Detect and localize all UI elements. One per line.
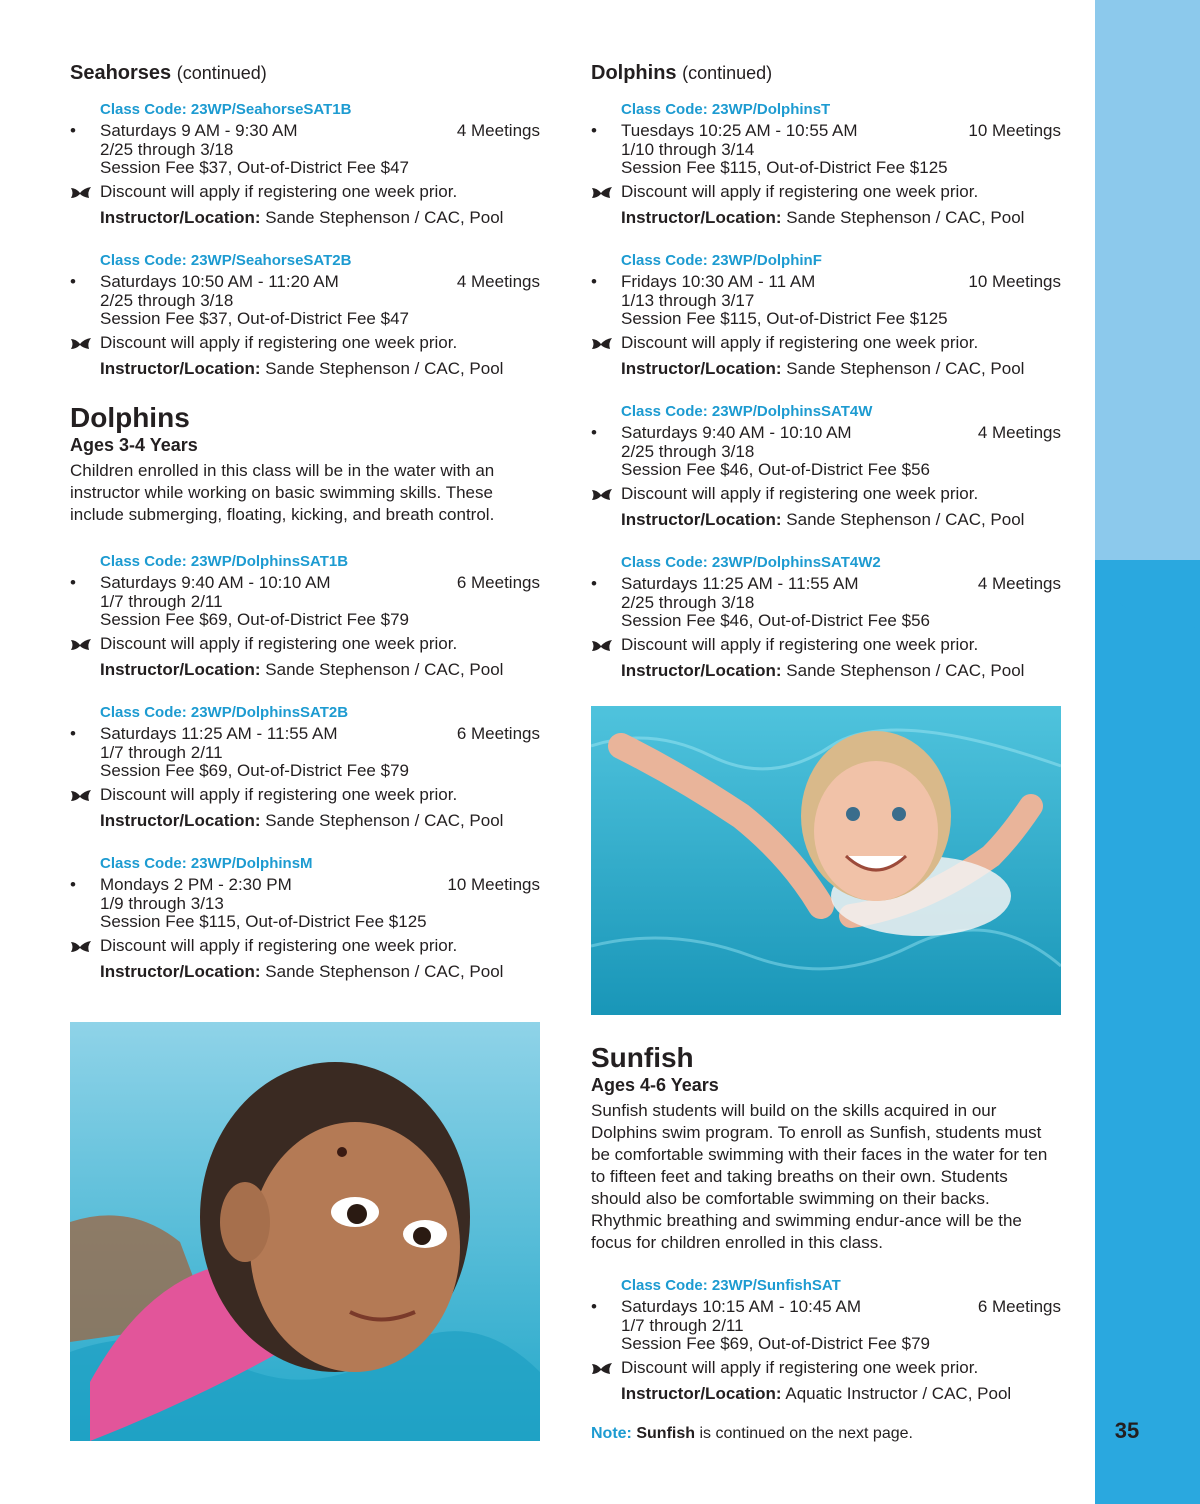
left-column <box>70 60 540 1005</box>
class-code: Class Code: 23WP/DolphinsSAT2B <box>100 704 349 721</box>
class-entry <box>70 552 540 681</box>
continued-heading <box>70 60 540 86</box>
class-fee: Session Fee $46, Out-of-District Fee $56 <box>621 611 930 630</box>
class-code: Class Code: 23WP/SeahorseSAT1B <box>100 101 352 118</box>
note-text: is continued on the next page. <box>699 1425 913 1442</box>
fish-tail-icon <box>70 940 92 954</box>
class-entry <box>70 251 540 380</box>
class-time: Saturdays 11:25 AM - 11:55 AM <box>621 574 859 593</box>
class-meetings: 4 Meetings <box>977 574 1061 593</box>
class-discount <box>100 332 540 354</box>
class-code: Class Code: 23WP/DolphinsT <box>621 101 831 118</box>
instructor-label: Instructor/Location: <box>621 661 782 680</box>
continued-heading-suffix: (continued) <box>176 63 267 83</box>
class-discount <box>621 634 1061 656</box>
class-code: Class Code: 23WP/SeahorseSAT2B <box>100 252 352 269</box>
class-dates: 1/7 through 2/11 <box>100 592 223 611</box>
discount-text: Discount will apply if registering one week prior. <box>621 333 979 352</box>
class-meetings: 4 Meetings <box>456 272 540 291</box>
fish-tail-icon <box>591 186 613 200</box>
side-color-band <box>1095 0 1200 1504</box>
fish-tail-icon <box>70 638 92 652</box>
bullet-dot: • <box>70 724 76 743</box>
page-number: 35 <box>1114 1418 1140 1443</box>
class-code: Class Code: 23WP/SunfishSAT <box>621 1277 841 1294</box>
class-entry <box>70 100 540 229</box>
class-code: Class Code: 23WP/DolphinsSAT1B <box>100 553 349 570</box>
class-schedule-row <box>70 572 540 593</box>
class-meetings: 6 Meetings <box>456 573 540 592</box>
class-fee: Session Fee $46, Out-of-District Fee $56 <box>621 460 930 479</box>
right-column <box>591 60 1061 704</box>
section-title-dolphins: Dolphins <box>70 402 190 433</box>
class-fee: Session Fee $115, Out-of-District Fee $125 <box>100 912 427 931</box>
class-dates: 2/25 through 3/18 <box>100 291 234 310</box>
instructor-value: Sande Stephenson / CAC, Pool <box>265 962 504 981</box>
discount-text: Discount will apply if registering one week prior. <box>621 182 979 201</box>
fish-tail-icon <box>591 337 613 351</box>
class-schedule-row <box>70 271 540 292</box>
section-title-sunfish: Sunfish <box>591 1042 694 1073</box>
bullet-dot: • <box>70 573 76 592</box>
class-instructor <box>100 358 540 380</box>
discount-text: Discount will apply if registering one week prior. <box>100 182 458 201</box>
class-time: Saturdays 11:25 AM - 11:55 AM <box>100 724 338 743</box>
class-code: Class Code: 23WP/DolphinsSAT4W <box>621 403 873 420</box>
fish-tail-icon <box>591 488 613 502</box>
class-time: Mondays 2 PM - 2:30 PM <box>100 875 292 894</box>
class-code: Class Code: 23WP/DolphinF <box>621 252 822 269</box>
class-instructor <box>621 358 1061 380</box>
class-list-sunfish <box>591 1276 1061 1405</box>
class-discount <box>621 181 1061 203</box>
discount-text: Discount will apply if registering one week prior. <box>621 1358 979 1377</box>
class-schedule-row <box>70 120 540 141</box>
bullet-dot: • <box>70 272 76 291</box>
class-dates: 1/10 through 3/14 <box>621 140 755 159</box>
class-dates: 1/9 through 3/13 <box>100 894 224 913</box>
class-code: Class Code: 23WP/DolphinsM <box>100 855 313 872</box>
fish-tail-icon <box>70 337 92 351</box>
note-bold: Sunfish <box>636 1425 696 1442</box>
bullet-dot: • <box>70 121 76 140</box>
fish-tail-icon <box>70 789 92 803</box>
class-schedule-row <box>591 120 1061 141</box>
discount-text: Discount will apply if registering one week prior. <box>100 785 458 804</box>
photo-child-swimming-left <box>70 1022 540 1441</box>
class-time: Fridays 10:30 AM - 11 AM <box>621 272 816 291</box>
sunfish-section <box>591 1038 1061 1427</box>
class-instructor <box>100 810 540 832</box>
class-schedule-row <box>591 573 1061 594</box>
continued-heading-name: Dolphins <box>591 62 677 84</box>
class-schedule-row <box>591 271 1061 292</box>
class-schedule-row <box>591 1296 1061 1317</box>
class-fee: Session Fee $69, Out-of-District Fee $79 <box>100 761 409 780</box>
class-fee: Session Fee $37, Out-of-District Fee $47 <box>100 309 409 328</box>
class-time: Saturdays 10:50 AM - 11:20 AM <box>100 272 339 291</box>
class-code: Class Code: 23WP/DolphinsSAT4W2 <box>621 554 881 571</box>
class-time: Tuesdays 10:25 AM - 10:55 AM <box>621 121 858 140</box>
continued-heading-suffix: (continued) <box>682 63 773 83</box>
instructor-value: Sande Stephenson / CAC, Pool <box>265 660 504 679</box>
class-dates: 1/7 through 2/11 <box>100 743 223 762</box>
class-fee: Session Fee $37, Out-of-District Fee $47 <box>100 158 409 177</box>
class-meetings: 6 Meetings <box>977 1297 1061 1316</box>
class-instructor <box>621 660 1061 682</box>
class-dates: 1/7 through 2/11 <box>621 1316 744 1335</box>
class-instructor <box>100 961 540 983</box>
class-discount <box>621 1357 1061 1379</box>
class-list-dolphins-continued <box>591 100 1061 682</box>
bullet-dot: • <box>70 875 76 894</box>
section-ages-sunfish: Ages 4-6 Years <box>591 1075 719 1095</box>
class-meetings: 4 Meetings <box>977 423 1061 442</box>
bullet-dot: • <box>591 272 597 291</box>
class-fee: Session Fee $115, Out-of-District Fee $125 <box>621 158 948 177</box>
discount-text: Discount will apply if registering one week prior. <box>100 333 458 352</box>
instructor-value: Sande Stephenson / CAC, Pool <box>265 811 504 830</box>
note-label: Note: <box>591 1425 632 1442</box>
class-dates: 2/25 through 3/18 <box>621 442 755 461</box>
instructor-label: Instructor/Location: <box>100 962 261 981</box>
class-discount <box>100 784 540 806</box>
class-discount <box>100 935 540 957</box>
class-entry <box>591 402 1061 531</box>
instructor-value: Aquatic Instructor / CAC, Pool <box>785 1384 1012 1403</box>
bullet-dot: • <box>591 574 597 593</box>
class-meetings: 6 Meetings <box>456 724 540 743</box>
class-instructor <box>100 207 540 229</box>
class-time: Saturdays 9 AM - 9:30 AM <box>100 121 298 140</box>
class-meetings: 10 Meetings <box>447 875 540 894</box>
instructor-value: Sande Stephenson / CAC, Pool <box>265 208 504 227</box>
class-dates: 2/25 through 3/18 <box>100 140 234 159</box>
class-schedule-row <box>70 874 540 895</box>
class-discount <box>621 483 1061 505</box>
class-dates: 2/25 through 3/18 <box>621 593 755 612</box>
photo-child-swimming-right <box>591 706 1061 1015</box>
section-description-sunfish: Sunfish students will build on the skills acquired in our Dolphins swim program. To enroll as Sunfish, students must be comfortable swimming with their faces in the water for ten to fifteen feet and taking breaths on their own. Students should also be comfortable swimming on their backs. Rhythmic breathing and swimming endur-ance will be the focus for children enrolled in this class. <box>591 1101 1048 1252</box>
bullet-dot: • <box>591 121 597 140</box>
class-time: Saturdays 9:40 AM - 10:10 AM <box>621 423 852 442</box>
class-entry <box>591 553 1061 682</box>
class-meetings: 10 Meetings <box>968 121 1061 140</box>
discount-text: Discount will apply if registering one week prior. <box>621 484 979 503</box>
class-entry <box>70 854 540 983</box>
class-entry <box>591 1276 1061 1405</box>
instructor-label: Instructor/Location: <box>100 660 261 679</box>
instructor-value: Sande Stephenson / CAC, Pool <box>786 208 1025 227</box>
continued-heading <box>591 60 1061 86</box>
instructor-label: Instructor/Location: <box>100 208 261 227</box>
instructor-label: Instructor/Location: <box>621 1384 782 1403</box>
class-discount <box>100 181 540 203</box>
fish-tail-icon <box>591 639 613 653</box>
class-meetings: 4 Meetings <box>456 121 540 140</box>
class-instructor <box>100 659 540 681</box>
class-fee: Session Fee $69, Out-of-District Fee $79 <box>621 1334 930 1353</box>
section-ages-dolphins: Ages 3-4 Years <box>70 435 198 455</box>
class-schedule-row <box>591 422 1061 443</box>
instructor-label: Instructor/Location: <box>100 811 261 830</box>
instructor-value: Sande Stephenson / CAC, Pool <box>265 359 504 378</box>
instructor-value: Sande Stephenson / CAC, Pool <box>786 661 1025 680</box>
instructor-label: Instructor/Location: <box>100 359 261 378</box>
class-time: Saturdays 9:40 AM - 10:10 AM <box>100 573 331 592</box>
class-entry <box>591 251 1061 380</box>
bullet-dot: • <box>591 1297 597 1316</box>
class-schedule-row <box>70 723 540 744</box>
class-fee: Session Fee $115, Out-of-District Fee $125 <box>621 309 948 328</box>
instructor-value: Sande Stephenson / CAC, Pool <box>786 359 1025 378</box>
continued-heading-name: Seahorses <box>70 62 172 84</box>
class-entry <box>591 100 1061 229</box>
section-description-dolphins: Children enrolled in this class will be in the water with an instructor while working on basic swimming skills. These include submerging, floating, kicking, and breath control. <box>70 461 495 524</box>
class-entry <box>70 703 540 832</box>
fish-tail-icon <box>591 1362 613 1376</box>
class-time: Saturdays 10:15 AM - 10:45 AM <box>621 1297 862 1316</box>
class-discount <box>621 332 1061 354</box>
class-fee: Session Fee $69, Out-of-District Fee $79 <box>100 610 409 629</box>
class-instructor <box>621 1383 1061 1405</box>
discount-text: Discount will apply if registering one week prior. <box>100 634 458 653</box>
bullet-dot: • <box>591 423 597 442</box>
discount-text: Discount will apply if registering one week prior. <box>100 936 458 955</box>
instructor-value: Sande Stephenson / CAC, Pool <box>786 510 1025 529</box>
class-instructor <box>621 207 1061 229</box>
footer-note <box>591 1423 913 1445</box>
instructor-label: Instructor/Location: <box>621 359 782 378</box>
instructor-label: Instructor/Location: <box>621 510 782 529</box>
instructor-label: Instructor/Location: <box>621 208 782 227</box>
fish-tail-icon <box>70 186 92 200</box>
side-band-wave <box>1095 0 1200 700</box>
class-instructor <box>621 509 1061 531</box>
class-list-dolphins <box>70 552 540 983</box>
class-list-seahorses <box>70 100 540 380</box>
class-discount <box>100 633 540 655</box>
class-dates: 1/13 through 3/17 <box>621 291 755 310</box>
class-meetings: 10 Meetings <box>968 272 1061 291</box>
discount-text: Discount will apply if registering one week prior. <box>621 635 979 654</box>
